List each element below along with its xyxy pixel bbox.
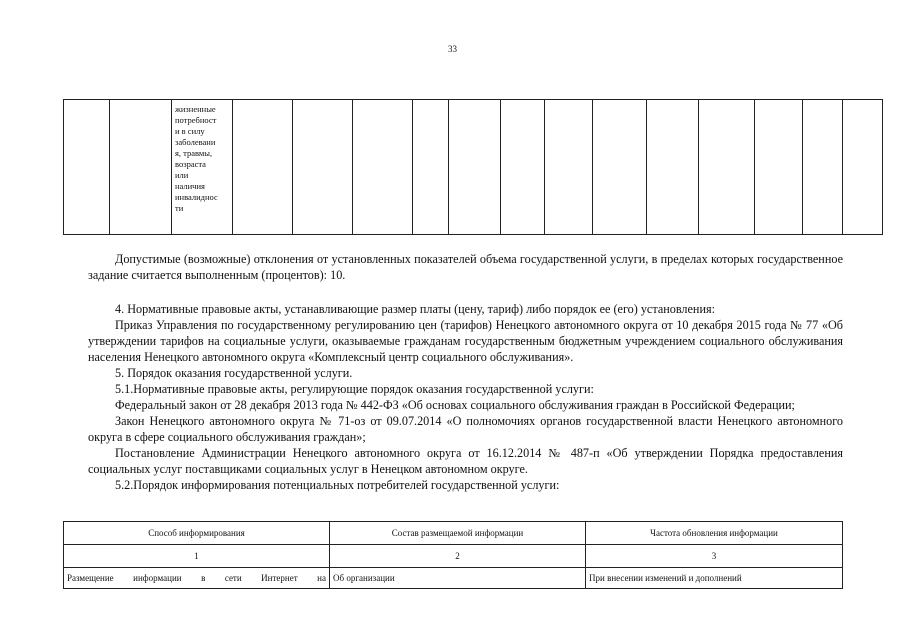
info-table	[63, 521, 843, 589]
page-number: 33	[448, 44, 457, 54]
table-cell	[64, 100, 110, 235]
table-header-cell: Способ информирования	[64, 522, 330, 545]
top-table	[63, 99, 883, 235]
table-cell	[413, 100, 449, 235]
table-cell	[647, 100, 699, 235]
table-cell	[172, 100, 233, 235]
paragraph: Закон Ненецкого автономного округа № 71-оз от 09.07.2014 «О полномочиях органов государственной власти Ненецкого автономного округа в сфере социального обслуживания граждан»;	[88, 414, 843, 444]
table-cell	[353, 100, 413, 235]
paragraph: Приказ Управления по государственному регулированию цен (тарифов) Ненецкого автономного округа от 10 декабря 2015 года № 77 «Об утверждении тарифов на социальные услуги, оказываемые гражданам государственным бюджетным учреждением социального обслуживания населения Ненецкого автономного округа «Комплексный центр социального обслуживания».	[88, 318, 843, 364]
table-cell	[110, 100, 172, 235]
table-header-cell: Состав размещаемой информации	[330, 522, 586, 545]
table-cell	[545, 100, 593, 235]
legal-acts-block	[88, 301, 843, 493]
table-cell	[593, 100, 647, 235]
table-cell	[233, 100, 293, 235]
table-cell	[449, 100, 501, 235]
table-cell	[699, 100, 755, 235]
table-cell	[293, 100, 353, 235]
cell-text: жизненные потребност и в силу заболевани я, травмы, возраста или наличия инвалиднос ти	[175, 104, 218, 213]
table-cell: 2	[330, 545, 586, 568]
paragraph: 5. Порядок оказания государственной услуги.	[115, 366, 353, 380]
paragraph: 5.2.Порядок информирования потенциальных потребителей государственной услуги:	[115, 478, 560, 492]
table-cell: 3	[586, 545, 843, 568]
table-cell	[843, 100, 883, 235]
paragraph: 4. Нормативные правовые акты, устанавливающие размер платы (цену, тариф) либо порядок ее (его) установления:	[115, 302, 715, 316]
paragraph: Постановление Администрации Ненецкого автономного округа от 16.12.2014 № 487-п «Об утверждении Порядка предоставления социальных услуг поставщиками социальных услуг в Ненецком автономном округе.	[88, 446, 843, 476]
table-cell	[755, 100, 803, 235]
deviation-paragraph-block	[88, 251, 843, 283]
table-cell: Размещение информации в сети Интернет на	[64, 568, 330, 589]
table-cell	[501, 100, 545, 235]
table-header-cell: Частота обновления информации	[586, 522, 843, 545]
table-cell	[803, 100, 843, 235]
table-row	[64, 545, 843, 568]
table-row	[64, 100, 883, 235]
table-row	[64, 568, 843, 589]
table-cell: Об организации	[330, 568, 586, 589]
table-cell: При внесении изменений и дополнений	[586, 568, 843, 589]
paragraph: Федеральный закон от 28 декабря 2013 года № 442-ФЗ «Об основах социального обслуживания граждан в Российской Федерации;	[115, 398, 795, 412]
paragraph: 5.1.Нормативные правовые акты, регулирующие порядок оказания государственной услуги:	[115, 382, 594, 396]
paragraph: Допустимые (возможные) отклонения от установленных показателей объема государственной услуги, в пределах которых государственное задание считается выполненным (процентов): 10.	[88, 252, 843, 282]
table-cell: 1	[64, 545, 330, 568]
table-header-row	[64, 522, 843, 545]
